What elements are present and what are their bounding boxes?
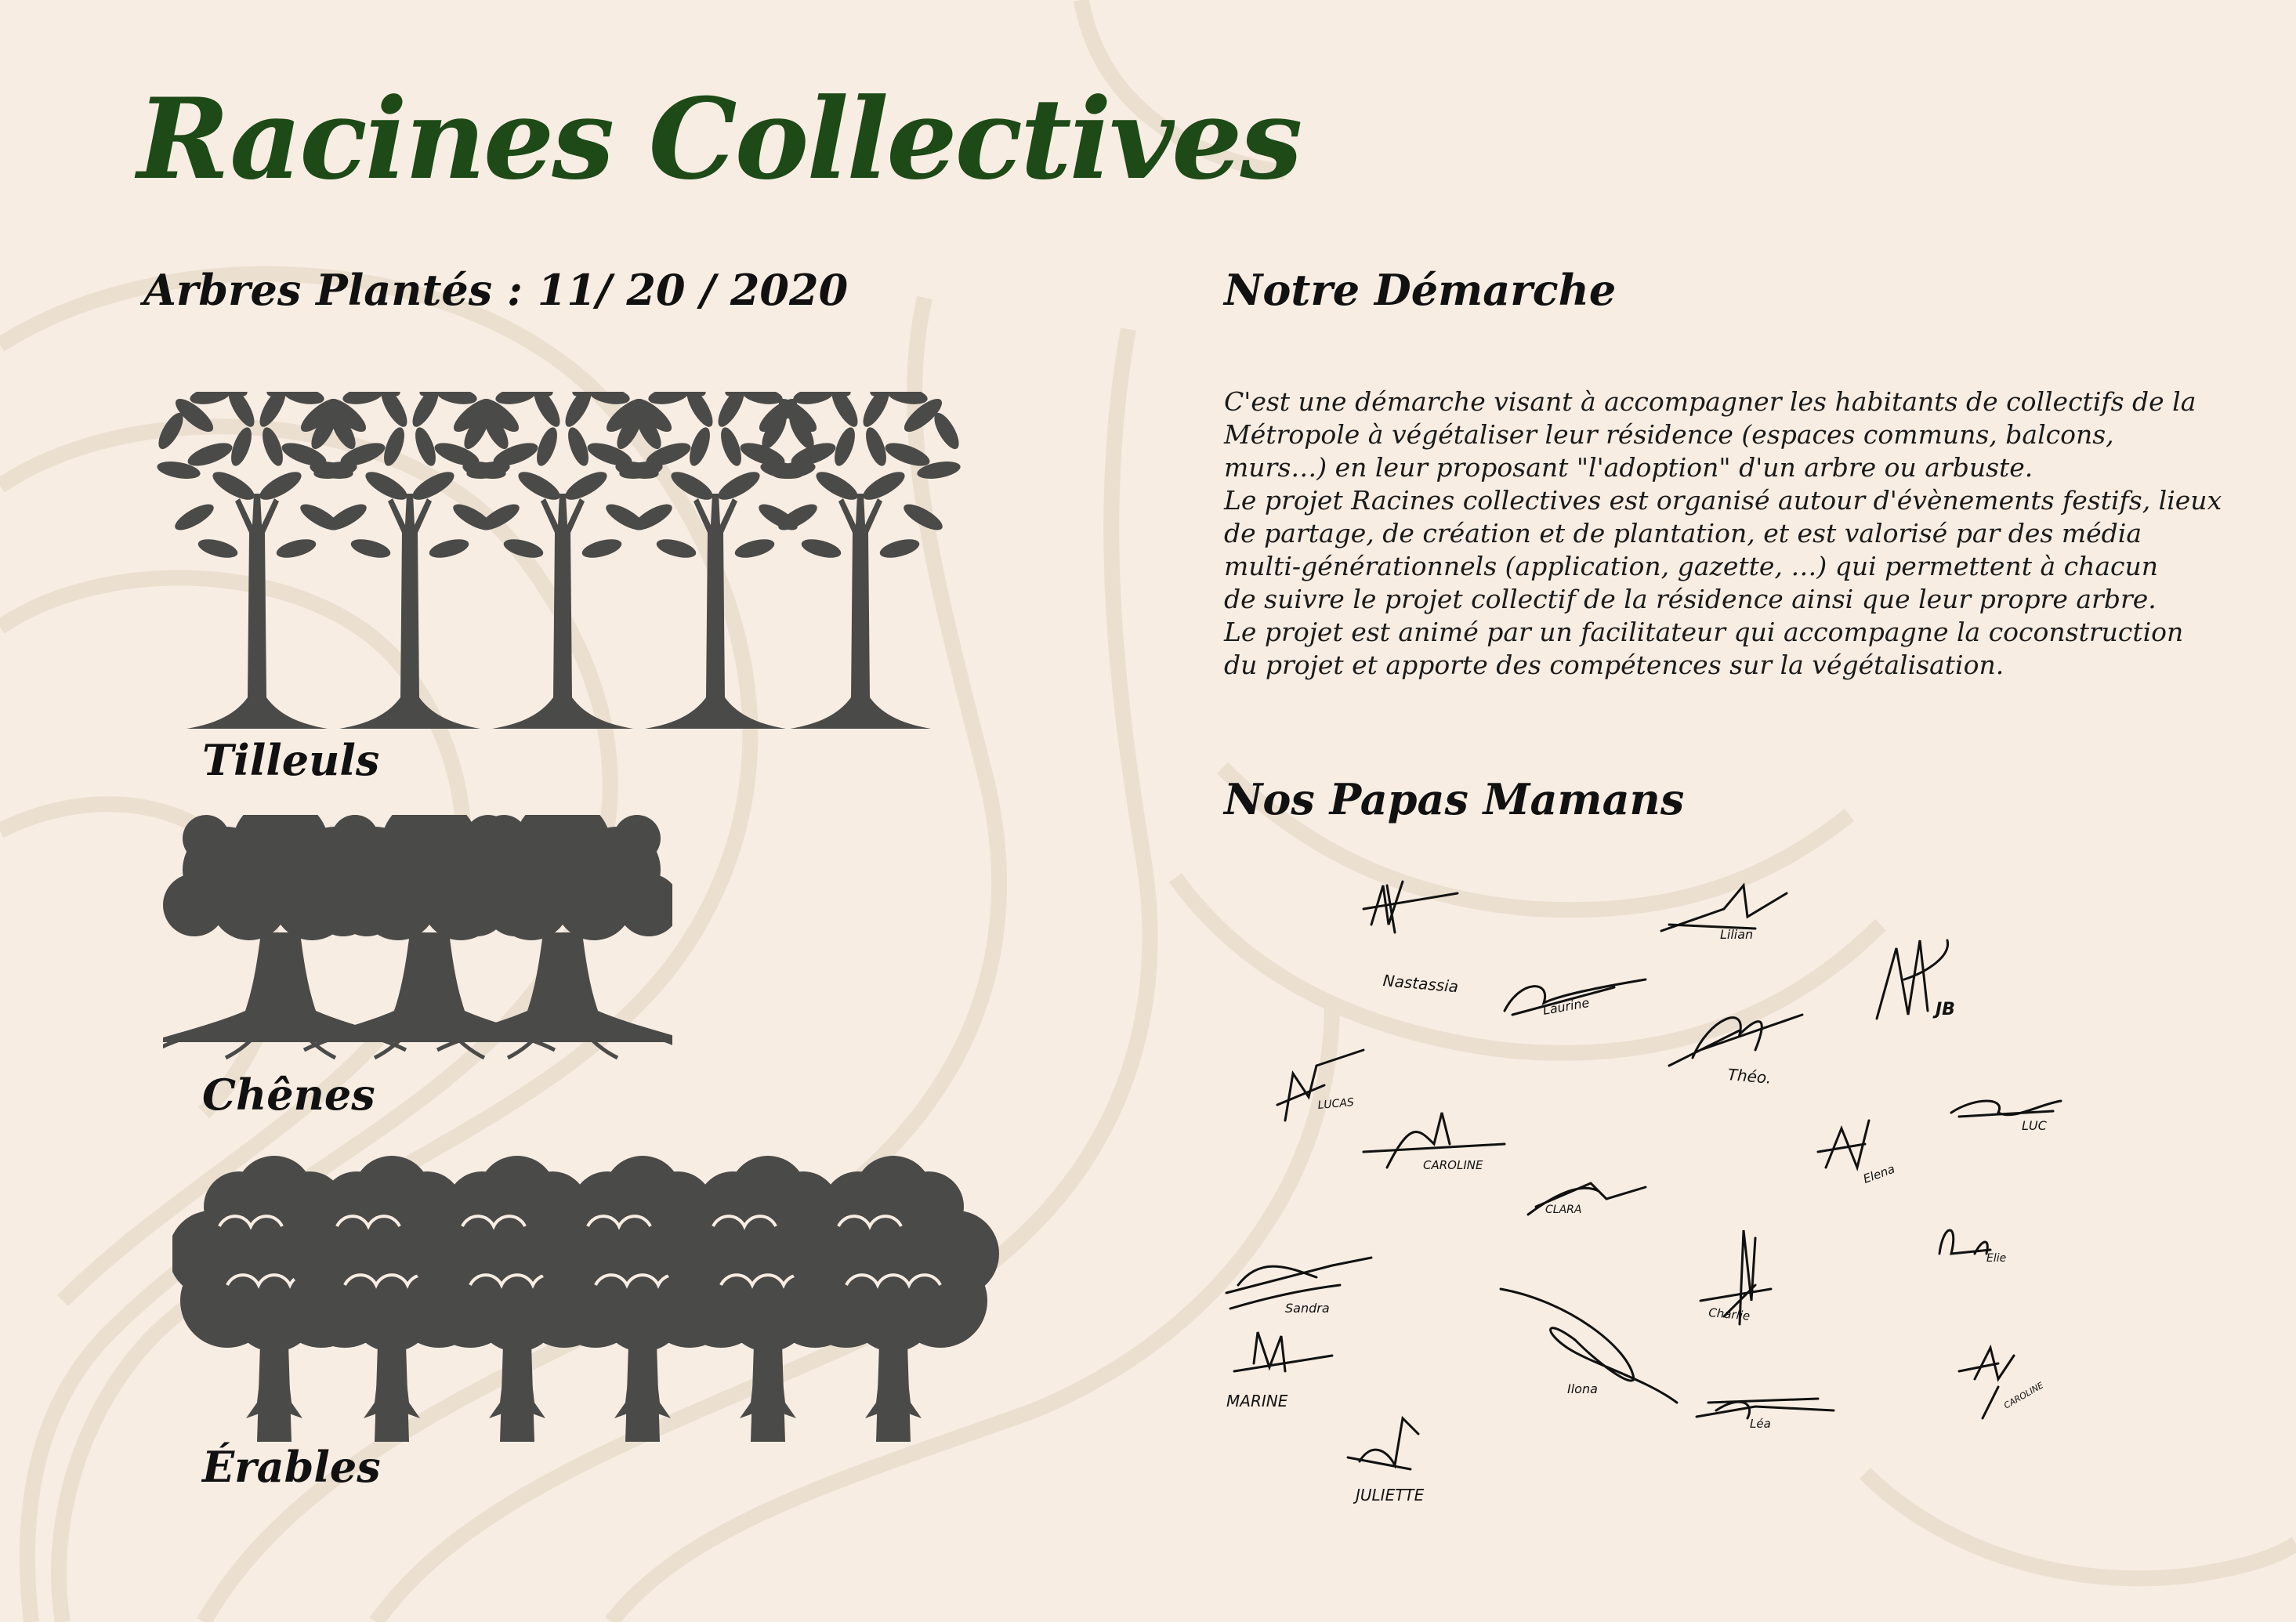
demarche-line: Métropole à végétaliser leur résidence (espaces communs, balcons, <box>1224 419 2114 450</box>
demarche-line: multi-générationnels (application, gazette, …) qui permettent à chacun <box>1224 551 2159 581</box>
signature <box>1505 979 1646 1018</box>
svg-text:Nastassia: Nastassia <box>1382 971 1459 997</box>
signatures-area <box>1207 862 2178 1536</box>
signature <box>1348 1418 1425 1504</box>
svg-text:Ilona: Ilona <box>1567 1381 1598 1396</box>
svg-text:Lilian: Lilian <box>1720 927 1754 942</box>
species-label-tilleuls: Tilleuls <box>202 735 380 785</box>
signature <box>1363 882 1459 996</box>
demarche-line: de partage, de création et de plantation, et est valorisé par des média <box>1224 518 2142 549</box>
demarche-line: Le projet Racines collectives est organisé autour d'évènements festifs, lieux <box>1224 485 2222 516</box>
svg-text:Théo.: Théo. <box>1726 1065 1773 1088</box>
svg-text:Laurine: Laurine <box>1541 994 1591 1018</box>
signature <box>1226 1258 1371 1316</box>
demarche-line: du projet et apporte des compétences sur la végétalisation. <box>1224 650 2004 680</box>
species-label-erables: Érables <box>202 1442 381 1492</box>
signature <box>1697 1399 1834 1431</box>
svg-text:MARINE: MARINE <box>1226 1392 1288 1410</box>
signature <box>1363 1113 1505 1172</box>
signature <box>1501 1289 1677 1403</box>
species-label-chenes: Chênes <box>202 1070 375 1120</box>
signature <box>1226 1332 1332 1410</box>
svg-text:CAROLINE: CAROLINE <box>1423 1158 1483 1172</box>
svg-text:Léa: Léa <box>1750 1417 1771 1431</box>
svg-text:LUC: LUC <box>2022 1118 2047 1133</box>
signature <box>1818 1121 1896 1186</box>
linden-tree-icon <box>154 392 360 729</box>
signature <box>1959 1348 2045 1418</box>
linden-tree-icon <box>757 392 963 729</box>
page-title: Racines Collectives <box>137 74 1301 205</box>
demarche-line: C'est une démarche visant à accompagner les habitants de collectifs de la <box>1224 386 2196 417</box>
signature <box>1669 1015 1802 1088</box>
svg-text:LUCAS: LUCAS <box>1316 1096 1355 1112</box>
svg-text:Elena: Elena <box>1861 1161 1897 1186</box>
linden-tree-icon <box>306 392 512 729</box>
svg-text:Elie: Elie <box>1986 1252 2007 1265</box>
svg-text:CLARA: CLARA <box>1545 1204 1582 1216</box>
maple-trees-illustration <box>172 1152 1019 1450</box>
demarche-heading: Notre Démarche <box>1224 265 1617 315</box>
linden-tree-icon <box>459 392 665 729</box>
papas-mamans-heading: Nos Papas Mamans <box>1224 774 1685 824</box>
demarche-line: murs…) en leur proposant "l'adoption" d'un arbre ou arbuste. <box>1224 452 2033 483</box>
svg-text:JB: JB <box>1936 1000 1955 1019</box>
signature <box>1528 1183 1646 1216</box>
svg-text:Sandra: Sandra <box>1285 1301 1330 1316</box>
demarche-line: Le projet est animé par un facilitateur qui accompagne la coconstruction <box>1224 617 2184 647</box>
linden-tree-icon <box>612 392 818 729</box>
oak-trees-illustration <box>163 815 672 1066</box>
trees-planted-heading: Arbres Plantés : 11/ 20 / 2020 <box>143 265 849 315</box>
signature <box>1951 1101 2061 1133</box>
signature <box>1939 1230 2006 1265</box>
svg-text:JULIETTE: JULIETTE <box>1356 1486 1425 1504</box>
svg-text:Charlie: Charlie <box>1708 1305 1751 1323</box>
signature <box>1661 885 1787 942</box>
svg-text:CAROLINE: CAROLINE <box>2002 1380 2046 1411</box>
signature <box>1277 1050 1363 1121</box>
signature <box>1877 940 1955 1019</box>
demarche-description <box>1224 386 2222 682</box>
linden-trees-illustration <box>116 392 994 729</box>
signature <box>1700 1230 1771 1324</box>
demarche-line: de suivre le projet collectif de la résidence ainsi que leur propre arbre. <box>1224 584 2157 614</box>
